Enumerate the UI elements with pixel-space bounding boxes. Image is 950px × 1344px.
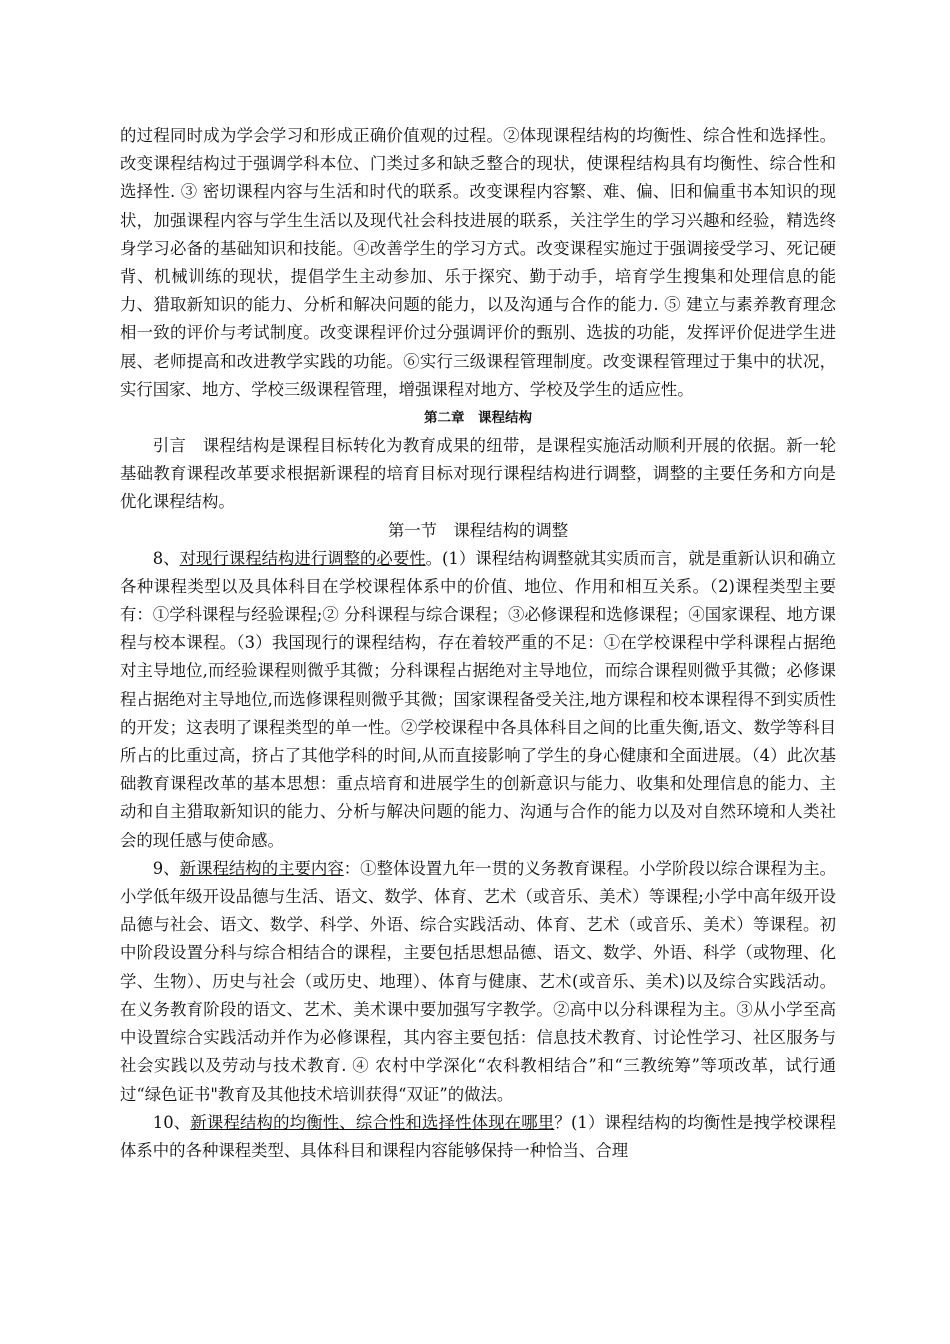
item-10-paragraph — [120, 1109, 836, 1165]
item-8-paragraph — [120, 545, 836, 855]
item-9-paragraph — [120, 855, 836, 1109]
intro-paragraph: 引言 课程结构是课程目标转化为教育成果的纽带，是课程实施活动顺利开展的依据。新一轮基础教育课程改革要求根据新课程的培育目标对现行课程结构进行调整，调整的主要任务和方向是优化课程结构。 — [120, 436, 836, 512]
chapter-title: 第二章 课程结构 — [424, 410, 532, 427]
item-heading: 对现行课程结构进行调整的必要性 — [179, 548, 426, 568]
continued-paragraph: 的过程同时成为学会学习和形成正确价值观的过程。②体现课程结构的均衡性、综合性和选择性。改变课程结构过于强调学科本位、门类过多和缺乏整合的现状，使课程结构具有均衡性、综合性和选择性. ③ 密切课程内容与生活和时代的联系。改变课程内容繁、难、偏、旧和偏重书本知识的现状，加强课程内容与学生生活以及现代社会科技进展的联系，关注学生的学习兴趣和经验，精选终身学习必备的基础知识和技能。④改善学生的学习方式。改变课程实施过于强调接受学习、死记硬背、机械训练的现状，提倡学生主动参加、乐于探究、勤于动手，培育学生搜集和处理信息的能力、猎取新知识的能力、分析和解决问题的能力，以及沟通与合作的能力. ⑤ 建立与素养教育理念相一致的评价与考试制度。改变课程评价过分强调评价的甄别、选拔的功能，发挥评价促进学生进展、老师提高和改进教学实践的功能。⑥实行三级课程管理制度。改变课程管理过于集中的状况，实行国家、地方、学校三级课程管理，增强课程对地方、学校及学生的适应性。 — [120, 126, 836, 399]
item-heading: 新课程结构的均衡性、综合性和选择性体现在哪里 — [190, 1112, 555, 1132]
item-heading: 新课程结构的主要内容 — [179, 858, 344, 878]
item-separator: ？ — [554, 1112, 571, 1132]
item-number: 10、 — [152, 1112, 191, 1132]
item-number: 8、 — [152, 548, 180, 568]
item-separator: ： — [343, 858, 361, 878]
document-body — [120, 122, 836, 1165]
item-body: (1）课程结构调整就其实质而言，就是重新认识和确立各种课程类型以及具体科目在学校课程体系中的价值、地位、作用和相互关系。（2)课程类型主要有：①学科课程与经验课程;② 分科课程与综合课程；③必修课程和选修课程；④国家课程、地方课程与校本课程。（3）我国现行的课程结构，存在着较严重的不足：①在学校课程中学科课程占据绝对主导地位,而经验课程则微乎其微；分科课程占据绝对主导地位，而综合课程则微乎其微；必修课程占据绝对主导地位,而选修课程则微乎其微；国家课程备受关注,地方课程和校本课程得不到实质性的开发；这表明了课程类型的单一性。②学校课程中各具体科目之间的比重失衡,语文、数学等科目所占的比重过高，挤占了其他学科的时间,从而直接影响了学生的身心健康和全面进展。（4）此次基础教育课程改革的基本思想：重点培育和进展学生的创新意识与能力、收集和处理信息的能力、主动和自主猎取新知识的能力、分析与解决问题的能力、沟通与合作的能力以及对自然环境和人类社会的现任感与使命感。 — [120, 548, 837, 850]
item-separator: 。 — [425, 548, 443, 568]
item-body: ①整体设置九年一贯的义务教育课程。小学阶段以综合课程为主。小学低年级开设品德与生活、语文、数学、体育、艺术（或音乐、美术）等课程;小学中高年级开设品德与社会、语文、数学、科学、外语、综合实践活动、体育、艺术（或音乐、美术）等课程。初中阶段设置分科与综合相结合的课程，主要包括思想品德、语文、数学、外语、科学（或物理、化学、生物）、历史与社会（或历史、地理）、体育与健康、艺术(或音乐、美术)以及综合实践活动。在义务教育阶段的语文、艺术、美术课中要加强写字教学。②高中以分科课程为主。③从小学至高中设置综合实践活动并作为必修课程，其内容主要包括：信息技术教育、讨论性学习、社区服务与社会实践以及劳动与技术教育. ④ 农村中学深化“农科教相结合”和“三教统筹”等项改革，试行通过“绿色证书"教育及其他技术培训获得“双证”的做法。 — [120, 858, 837, 1104]
section-title: 第一节 课程结构的调整 — [387, 520, 569, 540]
item-body: (1）课程结构的均衡性是拽学校课程体系中的各种课程类型、具体科目和课程内容能够保持一种恰当、合理 — [120, 1112, 837, 1160]
item-number: 9、 — [152, 858, 180, 878]
